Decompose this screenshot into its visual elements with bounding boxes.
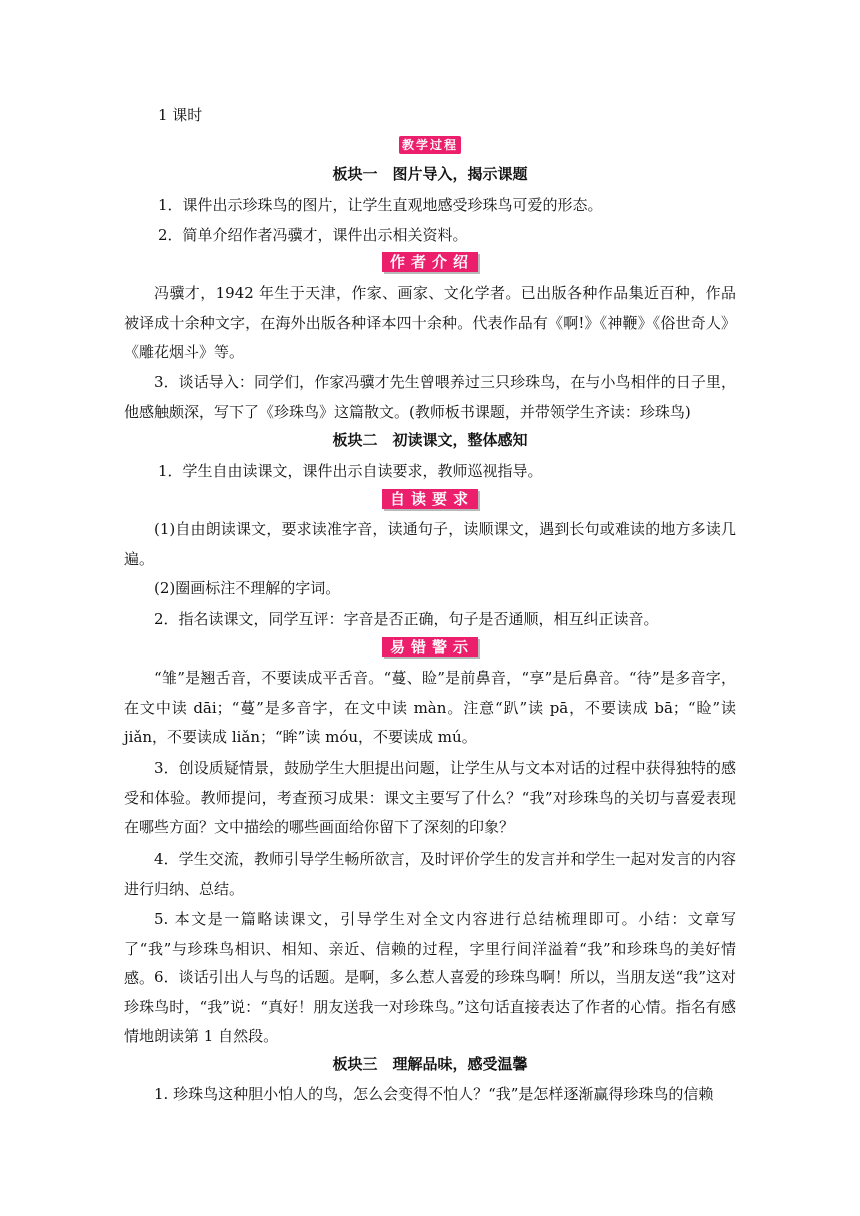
block1-step1: 1．课件出示珍珠鸟的图片，让学生直观地感受珍珠鸟可爱的形态。	[158, 196, 603, 214]
block3-heading: 板块三 理解品味，感受温馨	[332, 1055, 528, 1073]
error-warning-tag: 易错警示	[382, 637, 478, 657]
warning-tag-wrap	[124, 637, 736, 657]
block2-step2: 2．指名读课文，同学互评：字音是否正确，句子是否通顺，相互纠正读音。	[154, 610, 659, 628]
author-tag-wrap	[124, 252, 736, 272]
author-intro-tag: 作者介绍	[382, 252, 478, 272]
self-reading-tag: 自读要求	[382, 489, 478, 509]
block2-step6: 6．谈话引出人与鸟的话题。是啊，多么惹人喜爱的珍珠鸟啊！所以，当朋友送“我”这对珍珠鸟时，“我”说：“真好！朋友送我一对珍珠鸟。”这句话直接表达了作者的心情。指名有感情地朗读第 1 自然段。	[124, 968, 736, 1045]
block3-step1: 1. 珍珠鸟这种胆小怕人的鸟，怎么会变得不怕人？“我”是怎样逐渐赢得珍珠鸟的信赖	[154, 1085, 714, 1103]
block1-step2: 2．简单介绍作者冯骥才，课件出示相关资料。	[158, 226, 468, 244]
block2-step1: 1．学生自由读课文，课件出示自读要求，教师巡视指导。	[158, 462, 543, 480]
section-tag-wrap	[124, 134, 736, 154]
section-tag: 教学过程	[399, 136, 461, 154]
block2-heading: 板块二 初读课文，整体感知	[332, 431, 528, 449]
block2-step4: 4．学生交流，教师引导学生畅所欲言，及时评价学生的发言并和学生一起对发言的内容进行归纳、总结。	[124, 850, 736, 898]
pronunciation-warning: “雏”是翘舌音，不要读成平舌音。“蔓、睑”是前鼻音，“享”是后鼻音。“待”是多音字，在文中读 dāi；“蔓”是多音字，在文中读 màn。注意“趴”读 pā，不要读成 bā；“睑”读 jiǎn，不要读成 liǎn；“眸”读 móu，不要读成 mú。	[124, 669, 736, 746]
block1-heading: 板块一 图片导入，揭示课题	[332, 165, 528, 183]
lesson-duration: 1 课时	[158, 106, 203, 124]
reading-tag-wrap	[124, 489, 736, 509]
reading-requirement-1: (1)自由朗读课文，要求读准字音，读通句子，读顺课文，遇到长句或难读的地方多读几遍。	[124, 520, 736, 568]
block2-step3: 3．创设质疑情景，鼓励学生大胆提出问题，让学生从与文本对话的过程中获得独特的感受和体验。教师提问，考查预习成果：课文主要写了什么？“我”对珍珠鸟的关切与喜爱表现在哪些方面？文中描绘的哪些画面给你留下了深刻的印象？	[124, 759, 736, 836]
author-intro-text: 冯骥才，1942 年生于天津，作家、画家、文化学者。已出版各种作品集近百种，作品被译成十余种文字，在海外出版各种译本四十余种。代表作品有《啊!》《神鞭》《俗世奇人》《雕花烟斗》等。	[124, 284, 736, 361]
reading-requirement-2: (2)圈画标注不理解的字词。	[154, 579, 341, 597]
block1-step3: 3．谈话导入：同学们，作家冯骥才先生曾喂养过三只珍珠鸟，在与小鸟相伴的日子里，他感触颇深，写下了《珍珠鸟》这篇散文。(教师板书课题，并带领学生齐读：珍珠鸟)	[124, 373, 736, 421]
block2-step5: 5. 本文是一篇略读课文，引导学生对全文内容进行总结梳理即可。小结：文章写了“我”与珍珠鸟相识、相知、亲近、信赖的过程，字里行间洋溢着“我”和珍珠鸟的美好情感。	[124, 910, 736, 987]
